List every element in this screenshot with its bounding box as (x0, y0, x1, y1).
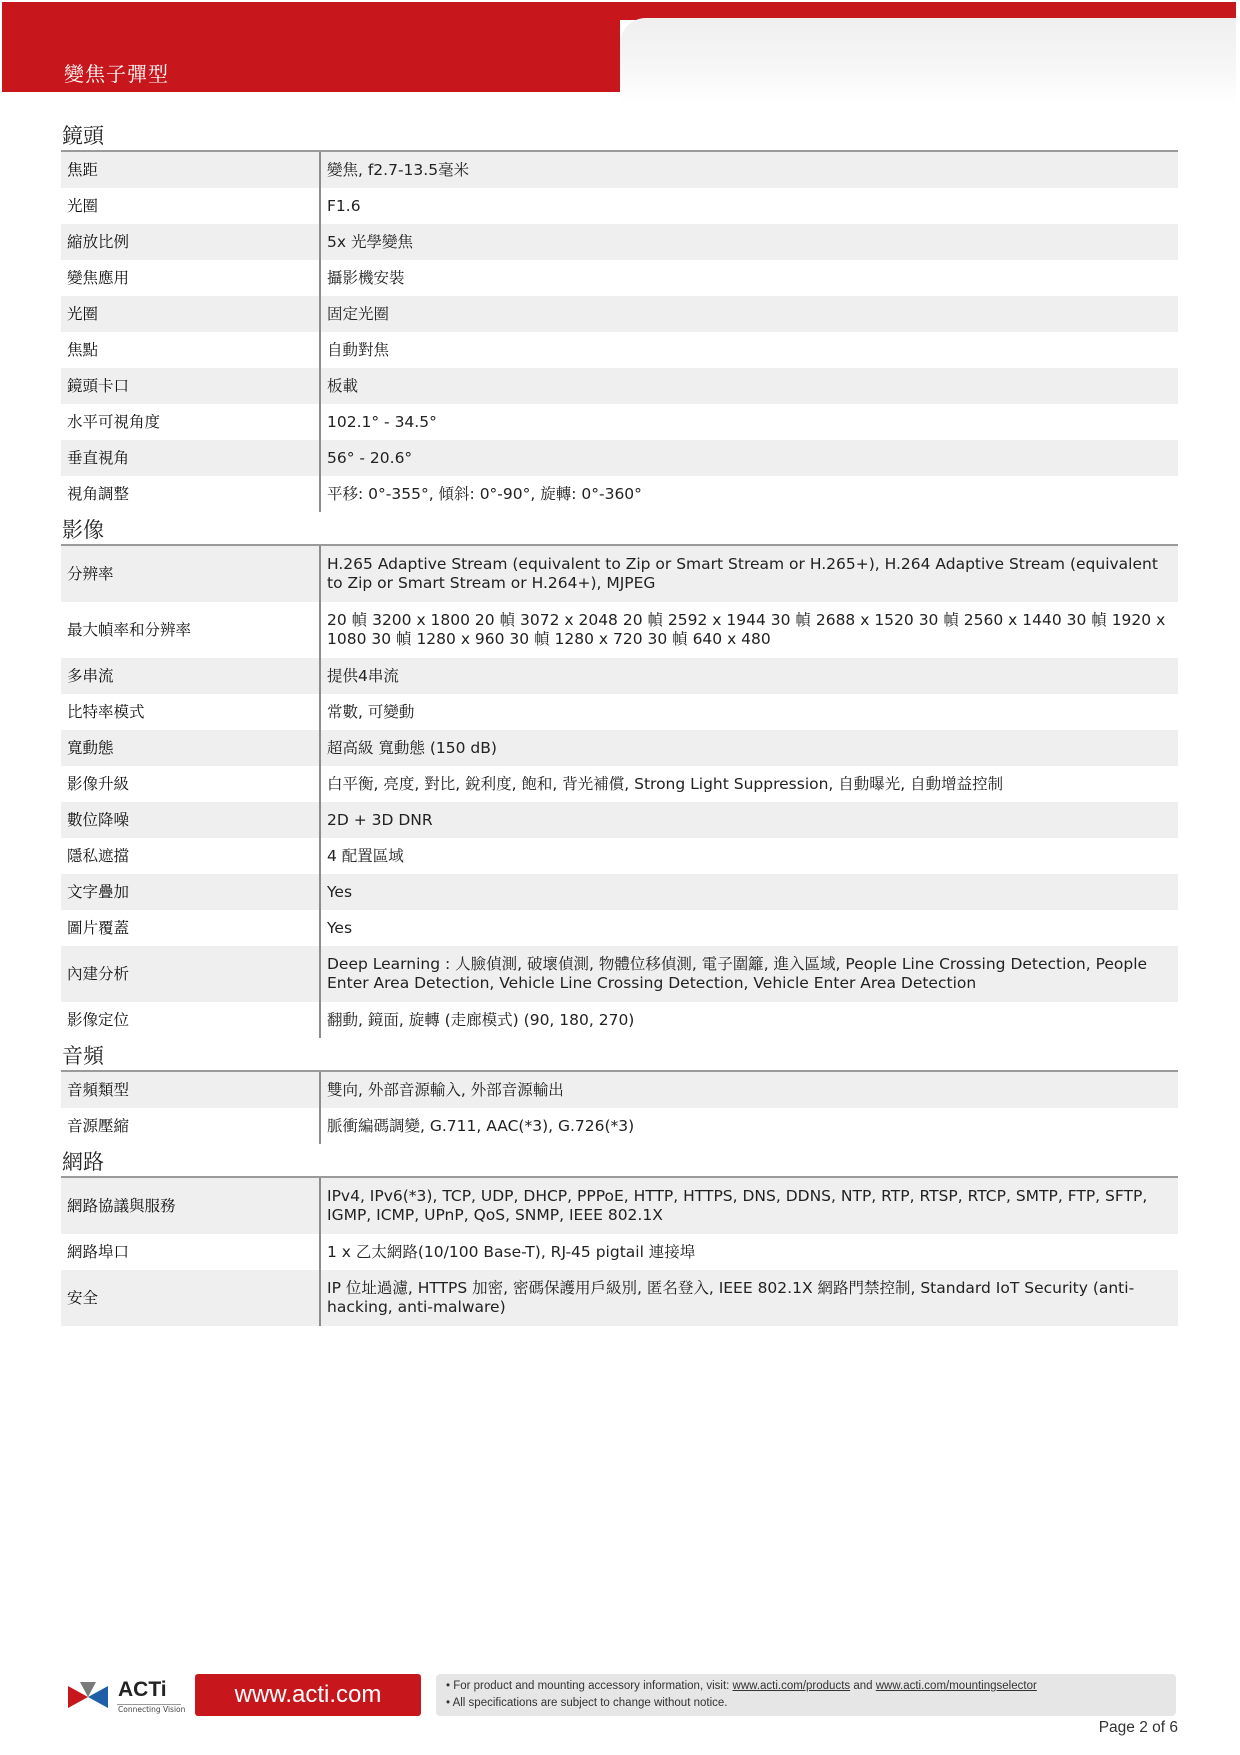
spec-label: 音源壓縮 (61, 1108, 320, 1144)
spec-label: 鏡頭卡口 (61, 368, 320, 404)
section-title: 影像 (61, 514, 1178, 546)
logo-tagline: Connecting Vision (118, 1705, 186, 1714)
spec-value: 變焦, f2.7-13.5毫米 (320, 152, 1178, 188)
spec-label: 縮放比例 (61, 224, 320, 260)
spec-row (61, 1072, 1178, 1108)
header-tab (620, 18, 1236, 104)
spec-table (61, 546, 1178, 1038)
spec-row (61, 332, 1178, 368)
spec-label: 隱私遮擋 (61, 838, 320, 874)
spec-row (61, 368, 1178, 404)
spec-row (61, 730, 1178, 766)
footer-notes (436, 1674, 1176, 1716)
spec-row (61, 152, 1178, 188)
spec-row (61, 546, 1178, 602)
spec-row (61, 296, 1178, 332)
spec-row (61, 260, 1178, 296)
spec-table (61, 1178, 1178, 1326)
spec-value: 脈衝編碼調變, G.711, AAC(*3), G.726(*3) (320, 1108, 1178, 1144)
spec-row (61, 440, 1178, 476)
spec-label: 寬動態 (61, 730, 320, 766)
spec-value: 102.1° - 34.5° (320, 404, 1178, 440)
spec-row (61, 476, 1178, 512)
spec-label: 焦距 (61, 152, 320, 188)
logo-wordmark: ACTi (118, 1678, 167, 1701)
spec-row (61, 1108, 1178, 1144)
section-lens (61, 120, 1178, 512)
spec-value: 平移: 0°-355°, 傾斜: 0°-90°, 旋轉: 0°-360° (320, 476, 1178, 512)
spec-row (61, 1270, 1178, 1326)
footer-note-2: • All specifications are subject to change without notice. (446, 1697, 728, 1709)
spec-value: 翻動, 鏡面, 旋轉 (走廊模式) (90, 180, 270) (320, 1002, 1178, 1038)
spec-label: 光圈 (61, 188, 320, 224)
section-video (61, 514, 1178, 1038)
spec-label: 網路協議與服務 (61, 1178, 320, 1234)
spec-row (61, 1234, 1178, 1270)
spec-value: 56° - 20.6° (320, 440, 1178, 476)
section-audio (61, 1040, 1178, 1144)
acti-logo-icon (66, 1680, 110, 1714)
spec-label: 比特率模式 (61, 694, 320, 730)
spec-row (61, 694, 1178, 730)
section-title: 鏡頭 (61, 120, 1178, 152)
note-and: and (850, 1680, 876, 1692)
spec-value: 常數, 可變動 (320, 694, 1178, 730)
spec-value: 攝影機安裝 (320, 260, 1178, 296)
spec-value: 白平衡, 亮度, 對比, 銳利度, 飽和, 背光補償, Strong Light Suppression, 自動曝光, 自動增益控制 (320, 766, 1178, 802)
spec-value: H.265 Adaptive Stream (equivalent to Zip or Smart Stream or H.265+), H.264 Adaptive Stream (equivalent to Zip or Smart Stream or H.264+), MJPEG (320, 546, 1178, 602)
spec-label: 音頻類型 (61, 1072, 320, 1108)
spec-row (61, 910, 1178, 946)
spec-label: 圖片覆蓋 (61, 910, 320, 946)
spec-label: 水平可視角度 (61, 404, 320, 440)
spec-label: 影像定位 (61, 1002, 320, 1038)
spec-row (61, 224, 1178, 260)
spec-value: 20 幀 3200 x 1800 20 幀 3072 x 2048 20 幀 2592 x 1944 30 幀 2688 x 1520 30 幀 2560 x 1440 30 幀 1920 x 1080 30 幀 1280 x 960 30 幀 1280 x 720 30 幀 640 x 480 (320, 602, 1178, 658)
spec-label: 分辨率 (61, 546, 320, 602)
section-network (61, 1146, 1178, 1326)
spec-label: 垂直視角 (61, 440, 320, 476)
spec-row (61, 874, 1178, 910)
spec-label: 影像升級 (61, 766, 320, 802)
spec-content (61, 118, 1178, 1326)
spec-label: 多串流 (61, 658, 320, 694)
spec-value: 2D + 3D DNR (320, 802, 1178, 838)
spec-row (61, 946, 1178, 1002)
page-number: Page 2 of 6 (1098, 1719, 1178, 1736)
spec-table (61, 152, 1178, 512)
spec-label: 光圈 (61, 296, 320, 332)
spec-value: 4 配置區域 (320, 838, 1178, 874)
spec-value: 5x 光學變焦 (320, 224, 1178, 260)
section-title: 音頻 (61, 1040, 1178, 1072)
spec-label: 變焦應用 (61, 260, 320, 296)
spec-value: Yes (320, 910, 1178, 946)
spec-label: 安全 (61, 1270, 320, 1326)
spec-value: Deep Learning : 人臉偵測, 破壞偵測, 物體位移偵測, 電子圍籬, 進入區域, People Line Crossing Detection, People Enter Area Detection, Vehicle Line Crossing Detection, Vehicle Enter Area Detection (320, 946, 1178, 1002)
spec-row (61, 802, 1178, 838)
products-link[interactable]: www.acti.com/products (732, 1680, 851, 1692)
page-title: 變焦子彈型 (64, 62, 169, 86)
spec-label: 數位降噪 (61, 802, 320, 838)
spec-value: 1 x 乙太網路(10/100 Base-T), RJ-45 pigtail 連接埠 (320, 1234, 1178, 1270)
footer-note-1 (446, 1678, 1166, 1695)
spec-row (61, 404, 1178, 440)
spec-label: 網路埠口 (61, 1234, 320, 1270)
acti-logo (66, 1680, 186, 1714)
spec-value: 自動對焦 (320, 332, 1178, 368)
spec-value: F1.6 (320, 188, 1178, 224)
spec-value: 超高級 寬動態 (150 dB) (320, 730, 1178, 766)
mounting-selector-link[interactable]: www.acti.com/mountingselector (875, 1680, 1037, 1692)
spec-row (61, 602, 1178, 658)
spec-row (61, 1178, 1178, 1234)
spec-value: 雙向, 外部音源輸入, 外部音源輸出 (320, 1072, 1178, 1108)
spec-value: 板載 (320, 368, 1178, 404)
spec-value: IPv4, IPv6(*3), TCP, UDP, DHCP, PPPoE, HTTP, HTTPS, DNS, DDNS, NTP, RTP, RTSP, RTCP, SMTP, FTP, SFTP, IGMP, ICMP, UPnP, QoS, SNMP, IEEE 802.1X (320, 1178, 1178, 1234)
section-title: 網路 (61, 1146, 1178, 1178)
spec-label: 視角調整 (61, 476, 320, 512)
spec-row (61, 766, 1178, 802)
spec-label: 最大幀率和分辨率 (61, 602, 320, 658)
note-prefix: • For product and mounting accessory information, visit: (446, 1680, 733, 1692)
website-link[interactable]: www.acti.com (195, 1674, 421, 1716)
spec-value: 固定光圈 (320, 296, 1178, 332)
spec-value: Yes (320, 874, 1178, 910)
spec-label: 文字疊加 (61, 874, 320, 910)
spec-value: 提供4串流 (320, 658, 1178, 694)
spec-row (61, 1002, 1178, 1038)
spec-row (61, 658, 1178, 694)
spec-row (61, 188, 1178, 224)
spec-label: 內建分析 (61, 946, 320, 1002)
spec-table (61, 1072, 1178, 1144)
spec-label: 焦點 (61, 332, 320, 368)
spec-row (61, 838, 1178, 874)
spec-value: IP 位址過濾, HTTPS 加密, 密碼保護用戶級別, 匿名登入, IEEE 802.1X 網路門禁控制, Standard IoT Security (anti-hacking, anti-malware) (320, 1270, 1178, 1326)
